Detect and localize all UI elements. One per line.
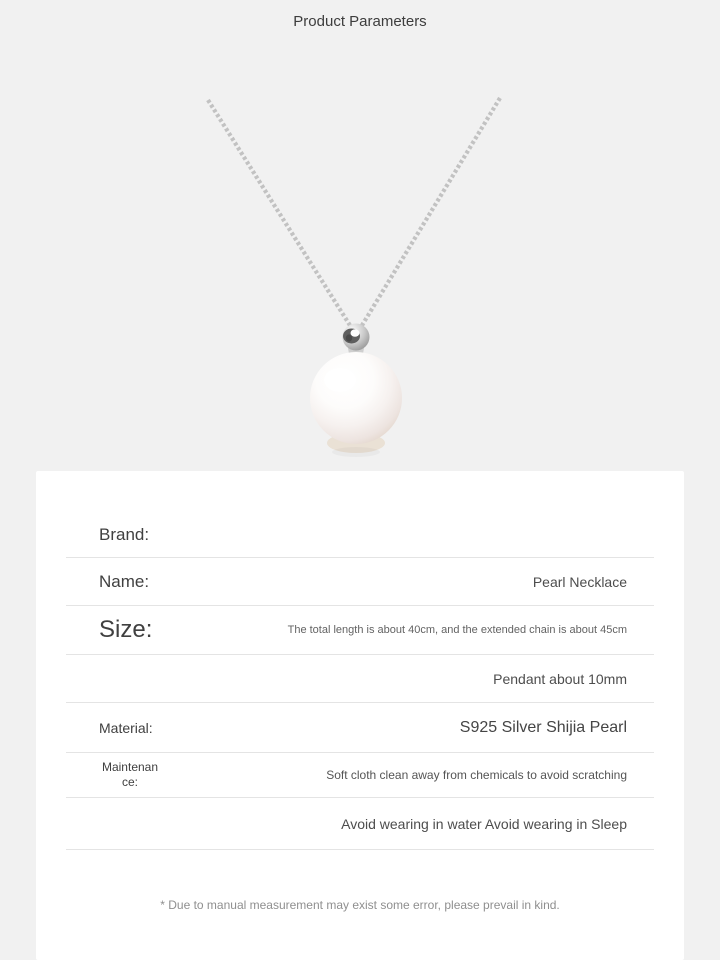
param-row-brand — [66, 471, 654, 558]
param-row-name — [66, 558, 654, 606]
param-row-material — [66, 703, 654, 753]
material-label: Material: — [99, 719, 153, 736]
param-row-maintenance — [66, 753, 654, 798]
size-label: Size: — [99, 616, 153, 643]
brand-label: Brand: — [99, 525, 150, 544]
product-photo — [0, 0, 720, 470]
pearl — [310, 352, 402, 444]
care-warning-value: Avoid wearing in water Avoid wearing in Sleep — [341, 815, 627, 832]
material-value: S925 Silver Shijia Pearl — [459, 718, 627, 736]
name-label: Name: — [99, 571, 150, 591]
necklace-chain — [208, 98, 500, 327]
parameters-card — [36, 471, 684, 960]
param-row-size — [66, 606, 654, 655]
maintenance-value: Soft cloth clean away from chemicals to avoid scratching — [326, 768, 627, 782]
pearl-ground-shadow — [332, 447, 380, 457]
param-row-care-warning — [66, 798, 654, 850]
param-row-pendant — [66, 655, 654, 703]
disclaimer-note: * Due to manual measurement may exist some error, please prevail in kind. — [160, 897, 560, 912]
maintenance-label: Maintenance: — [101, 760, 159, 789]
page-title: Product Parameters — [293, 13, 427, 30]
pendant-value: Pendant about 10mm — [493, 670, 627, 687]
size-value: The total length is about 40cm, and the extended chain is about 45cm — [287, 624, 627, 636]
name-value: Pearl Necklace — [532, 573, 627, 590]
parameters-table — [66, 471, 654, 850]
pearl-highlight — [324, 368, 356, 392]
pearl-necklace-image — [0, 0, 720, 470]
